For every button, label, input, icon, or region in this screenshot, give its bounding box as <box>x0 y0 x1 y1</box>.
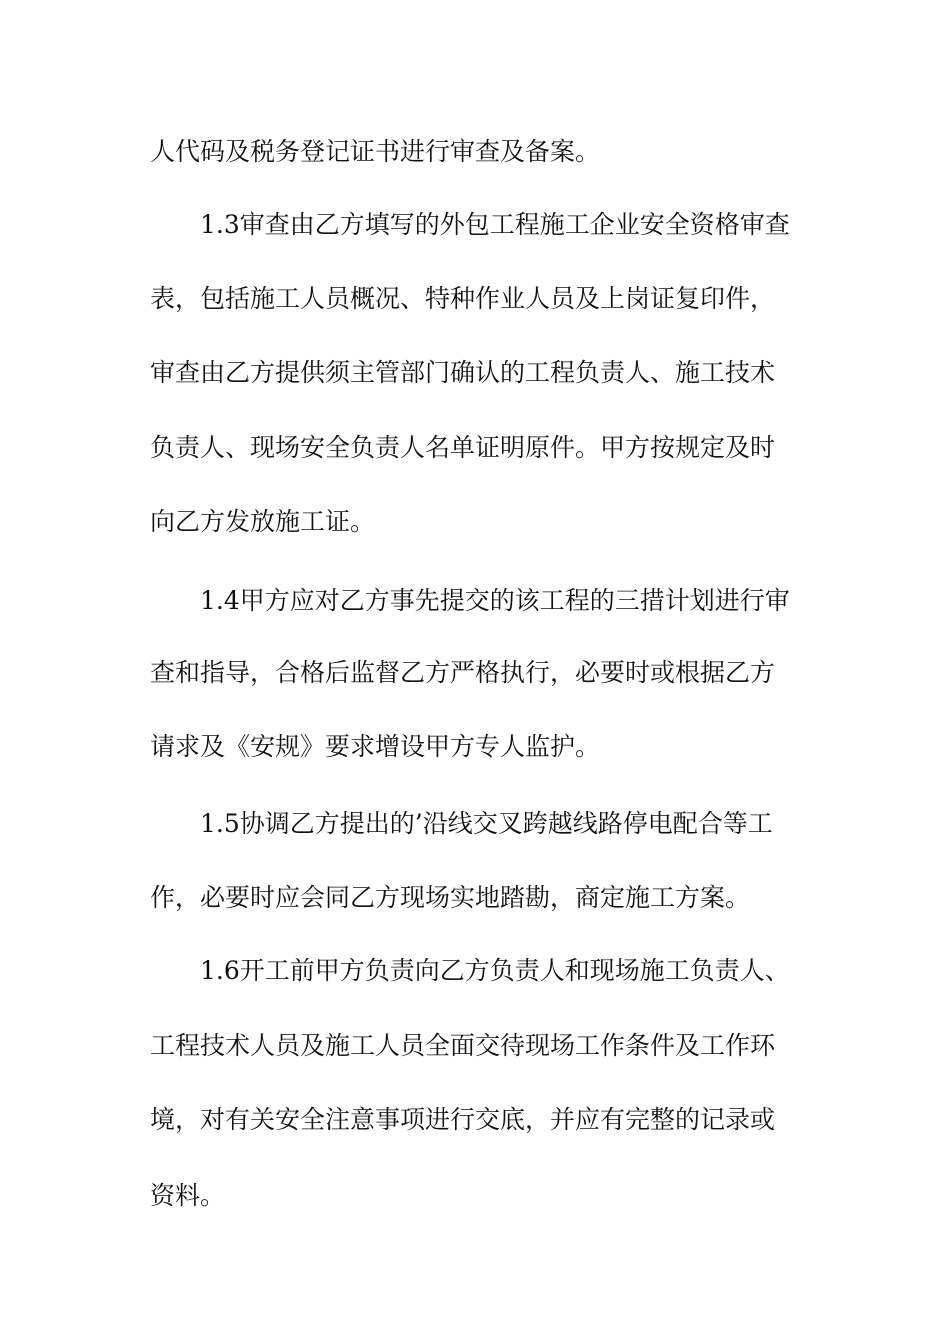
text-line: 表，包括施工人员概况、特种作业人员及上岗证复印件， <box>150 284 776 313</box>
text-line: 工程技术人员及施工人员全面交待现场工作条件及工作环 <box>150 1031 776 1060</box>
text-line: 1.6开工前甲方负责向乙方负责人和现场施工负责人、 <box>200 956 790 985</box>
text-line: 向乙方发放施工证。 <box>150 507 376 536</box>
text-line: 境，对有关安全注意事项进行交底，并应有完整的记录或 <box>150 1105 776 1134</box>
text-line: 1.3审查由乙方填写的外包工程施工企业安全资格审查 <box>200 210 790 239</box>
text-line: 审查由乙方提供须主管部门确认的工程负责人、施工技术 <box>150 358 776 387</box>
text-line: 1.5协调乙方提出的’沿线交叉跨越线路停电配合等工 <box>200 809 773 838</box>
text-line: 资料。 <box>150 1181 226 1210</box>
text-line: 人代码及税务登记证书进行审查及备案。 <box>150 137 601 166</box>
text-line: 作，必要时应会同乙方现场实地踏勘，商定施工方案。 <box>150 883 751 912</box>
text-line: 查和指导，合格后监督乙方严格执行，必要时或根据乙方 <box>150 658 776 687</box>
text-line: 1.4甲方应对乙方事先提交的该工程的三措计划进行审 <box>200 586 790 615</box>
text-line: 负责人、现场安全负责人名单证明原件。甲方按规定及时 <box>150 433 776 462</box>
text-line: 请求及《安规》要求增设甲方专人监护。 <box>150 732 601 761</box>
